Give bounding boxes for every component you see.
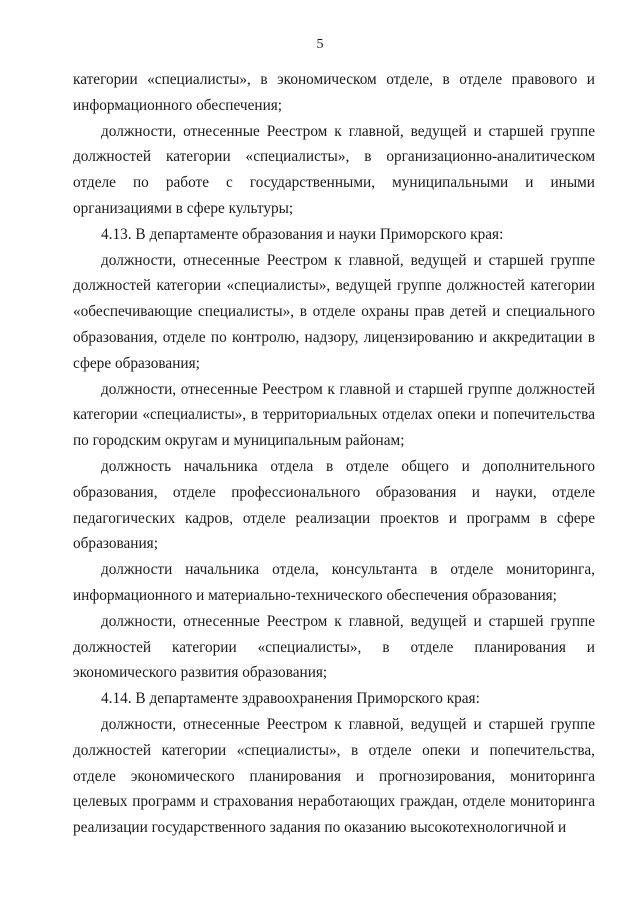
page-number: 5 <box>316 37 324 52</box>
paragraph: категории «специалисты», в экономическом отделе, в отделе правового и информационного обеспечения; <box>73 71 595 114</box>
paragraph: должности, отнесенные Реестром к главной, ведущей и старшей группе должностей категории «специалисты», в отделе опеки и попечительства, отделе экономического планирования и прогнозирования, мониторинга целевых программ и страхования неработающих граждан, отделе мониторинга реализации государственного задания по оказанию высокотехнологичной и <box>73 715 595 837</box>
paragraph: должность начальника отдела в отделе общего и дополнительного образования, отделе профессионального образования и науки, отделе педагогических кадров, отделе реализации проектов и программ в сфере образования; <box>73 457 595 553</box>
section-heading: 4.13. В департаменте образования и науки Приморского края: <box>101 225 504 243</box>
paragraph: должности, отнесенные Реестром к главной, ведущей и старшей группе должностей категории «специалисты», в отделе планирования и экономического развития образования; <box>73 612 595 682</box>
paragraph: должности, отнесенные Реестром к главной и старшей группе должностей категории «специалисты», в территориальных отделах опеки и попечительства по городским округам и муниципальным районам; <box>73 380 595 450</box>
paragraph: должности, отнесенные Реестром к главной, ведущей и старшей группе должностей категории «специалисты», ведущей группе должностей категории «обеспечивающие специалисты», в отделе охраны прав детей и специального образования, отделе по контролю, надзору, лицензированию и аккредитации в сфере образования; <box>73 251 595 372</box>
paragraph: должности, отнесенные Реестром к главной, ведущей и старшей группе должностей категории «специалисты», в организационно-аналитическом отделе по работе с государственными, муниципальными и иными организациями в сфере культуры; <box>73 122 595 217</box>
document-body <box>73 67 595 841</box>
paragraph: должности начальника отдела, консультанта в отделе мониторинга, информационного и материально-технического обеспечения образования; <box>73 561 595 604</box>
section-heading: 4.14. В департаменте здравоохранения Приморского края: <box>101 690 480 708</box>
